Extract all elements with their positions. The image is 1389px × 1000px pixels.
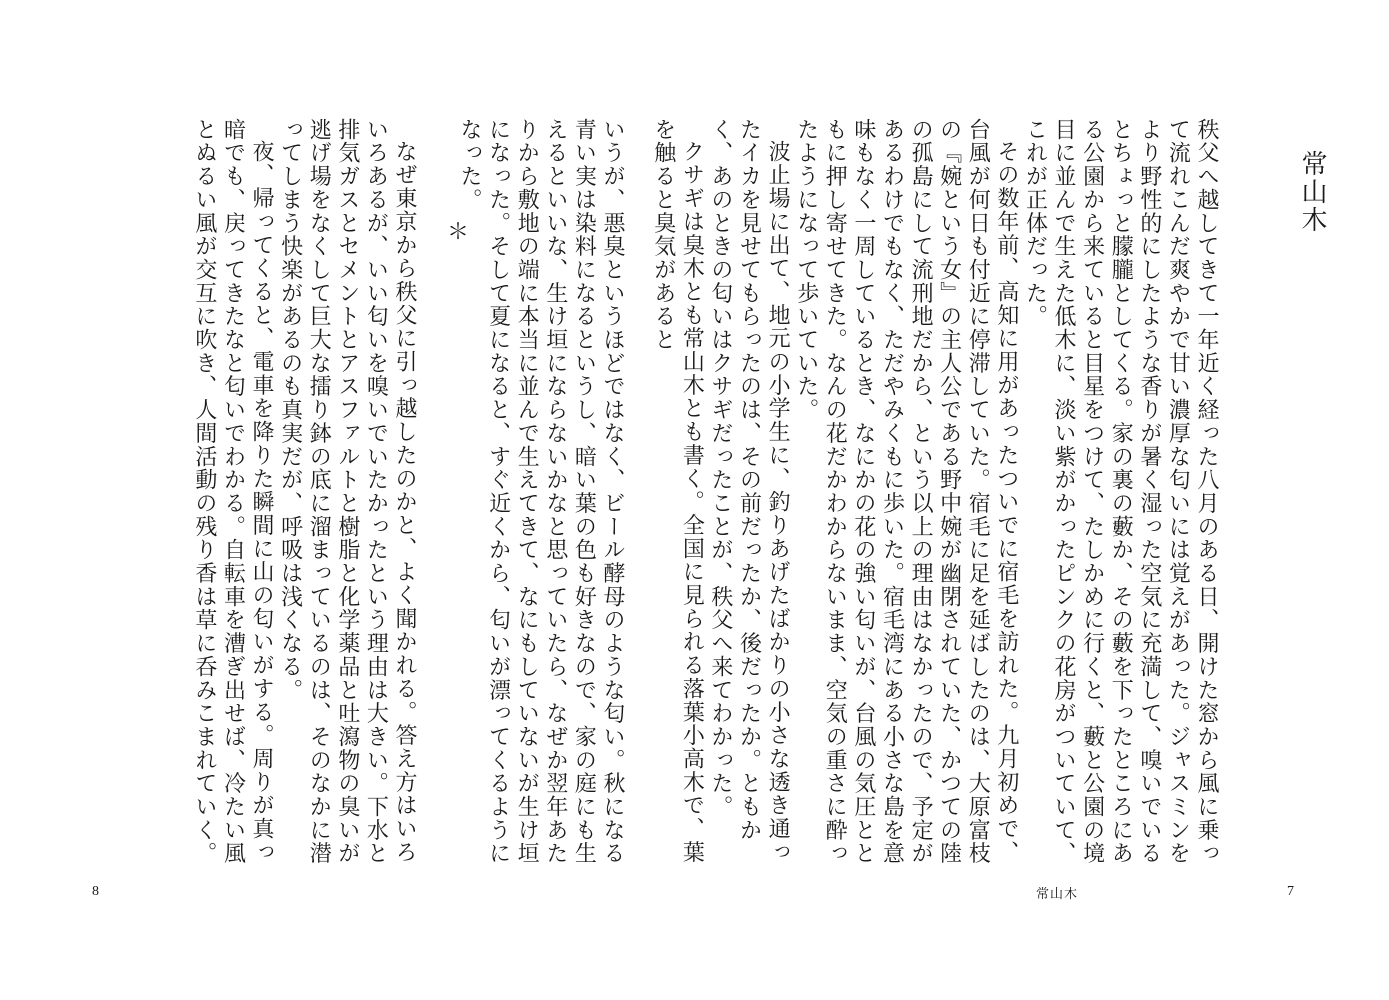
paragraph: その数年前、高知に用があったついでに宿毛を訪れた。九月初めで、台風が何日も付近に停滞していた。宿毛に足を延ばしたのは、大原富枝の『婉という女』の主人公である野中婉が幽閉されていた、かつての陸の孤島にして流刑地だから、という以上の理由はなかったので、予定があるわけでもなく、ただやみくもに歩いた。宿毛湾にある小さな島を意味もなく一周しているとき、なにかの花の強い匂いが、台風の気圧とともに押し寄せてきた。なんの花だかわからないまま、空気の重さに酔ったようになって歩いていた。 [793, 118, 1019, 866]
page-number-right: 7 [1287, 884, 1294, 899]
section-break-asterisk: ＊ [447, 220, 470, 245]
left-page-text-before-break [457, 118, 626, 878]
paragraph: 波止場に出て、地元の小学生に、釣りあげたばかりの小さな透き通ったイカを見せてもらったのは、その前だったか、後だったか。ともかく、あのときの匂いはクサギだったことが、秩父へ来てわかった。 [707, 118, 791, 864]
right-page-text [650, 118, 1220, 878]
running-head: 常山木 [1036, 887, 1079, 902]
paragraph: クサギは臭木とも常山木とも書く。全国に見られる落葉小高木で、葉を触ると臭気があると [650, 118, 705, 864]
paragraph: 秩父へ越してきて一年近く経った八月のある日、開けた窓から風に乗って流れこんだ爽やかで甘い濃厚な匂いには覚えがあった。ジャスミンをより野性的にしたような香りが暑く湿った空気に充満して、嗅いでいるとちょっと朦朧としてくる。家の裏の藪か、その藪を下ったところにある公園から来ていると目星をつけて、たしかめに行くと、藪と公園の境目に並んで生えた低木に、淡い紫がかったピンクの花房がついていて、これが正体だった。 [1022, 118, 1219, 866]
right-page [650, 0, 1389, 1000]
left-page-text-after-break [191, 118, 418, 878]
paragraph: 夜、帰ってくると、電車を降りた瞬間に山の匂いがする。周りが真っ暗でも、戻ってきたなと匂いでわかる。自転車を漕ぎ出せば、冷たい風とぬるい風が交互に吹き、人間活動の残り香は草に呑みこまれていく。 [191, 118, 275, 866]
left-page [0, 0, 694, 1000]
paragraph: いうが、悪臭というほどではなく、ビール酵母のような匂い。秋になる青い実は染料になるというし、暗い葉の色も好きなので、家の庭にも生えるといいな、生け垣にならないかなと思っていたら、なぜか翌年あたりから敷地の端に本当に並んで生えてきて、なにもしていないが生け垣になった。そして夏になると、すぐ近くから、匂いが漂ってくるようになった。 [457, 118, 625, 866]
paragraph: なぜ東京から秩父に引っ越したのかと、よく聞かれる。答え方はいろいろあるが、いい匂いを嗅いでいたかったという理由は大きい。下水と排気ガスとセメントとアスファルトと樹脂と化学薬品と吐瀉物の臭いが逃げ場をなくして巨大な擂り鉢の底に溜まっているのは、そのなかに潜ってしまう快楽があるのも真実だが、呼吸は浅くなる。 [277, 118, 417, 866]
page-number-left: 8 [92, 884, 99, 899]
chapter-title: 常山木 [1297, 150, 1327, 234]
